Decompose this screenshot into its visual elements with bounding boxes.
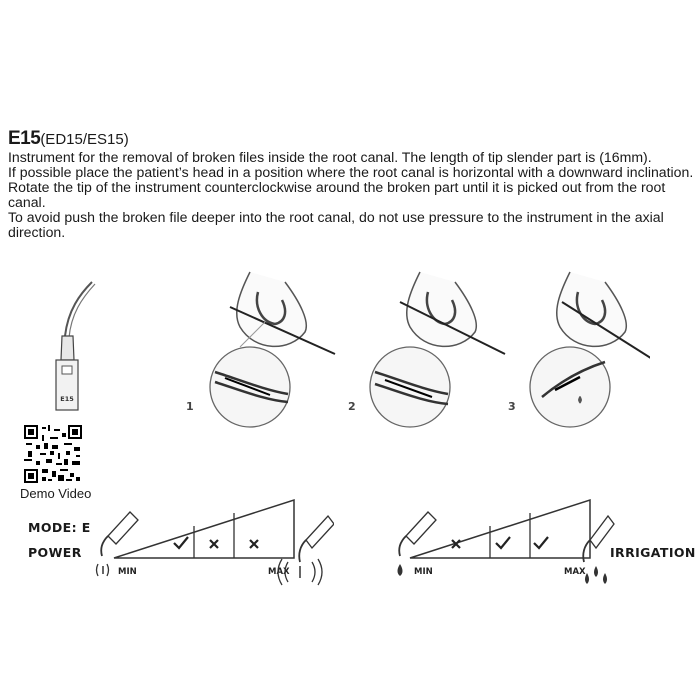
handpiece-vibration-icon [272,500,334,592]
tip-engraving: E15 [60,395,74,403]
qr-code[interactable] [24,425,82,483]
scaler-tip-illustration [40,278,100,418]
step-3-illustration [508,272,650,427]
power-label: POWER [28,545,82,560]
power-max-label: MAX [268,567,290,577]
power-min-label: MIN [118,567,137,577]
step-number: 2 [348,400,356,413]
step-2-illustration [348,272,505,427]
description-block [8,150,696,240]
irrigation-scale-triangle [410,500,590,558]
mode-label: MODE: E [28,520,91,535]
description-paragraph-2: If possible place the patient’s head in a position where the root canal is horizontal with a downward inclination. Rotate the tip of the instrument counterclockwise around the broken part until it is picked out from the root canal. [8,164,694,210]
step-number: 1 [186,400,194,413]
irrigation-min-label: MIN [414,567,433,577]
power-scale-triangle [114,500,294,558]
demo-video-label[interactable]: Demo Video [20,486,92,501]
description-paragraph-1: Instrument for the removal of broken files inside the root canal. The length of tip slender part is (16mm). [8,149,652,165]
step-1-illustration [186,272,335,427]
product-title [8,128,129,150]
irrigation-label: IRRIGATION [610,545,696,560]
product-aliases: (ED15/ES15) [40,131,129,148]
procedure-illustrations [170,262,650,440]
description-paragraph-3: To avoid push the broken file deeper into the root canal, do not use pressure to the instrument in the axial direction. [8,209,664,240]
irrigation-max-label: MAX [564,567,586,577]
step-number: 3 [508,400,516,413]
product-code: E15 [8,128,41,149]
